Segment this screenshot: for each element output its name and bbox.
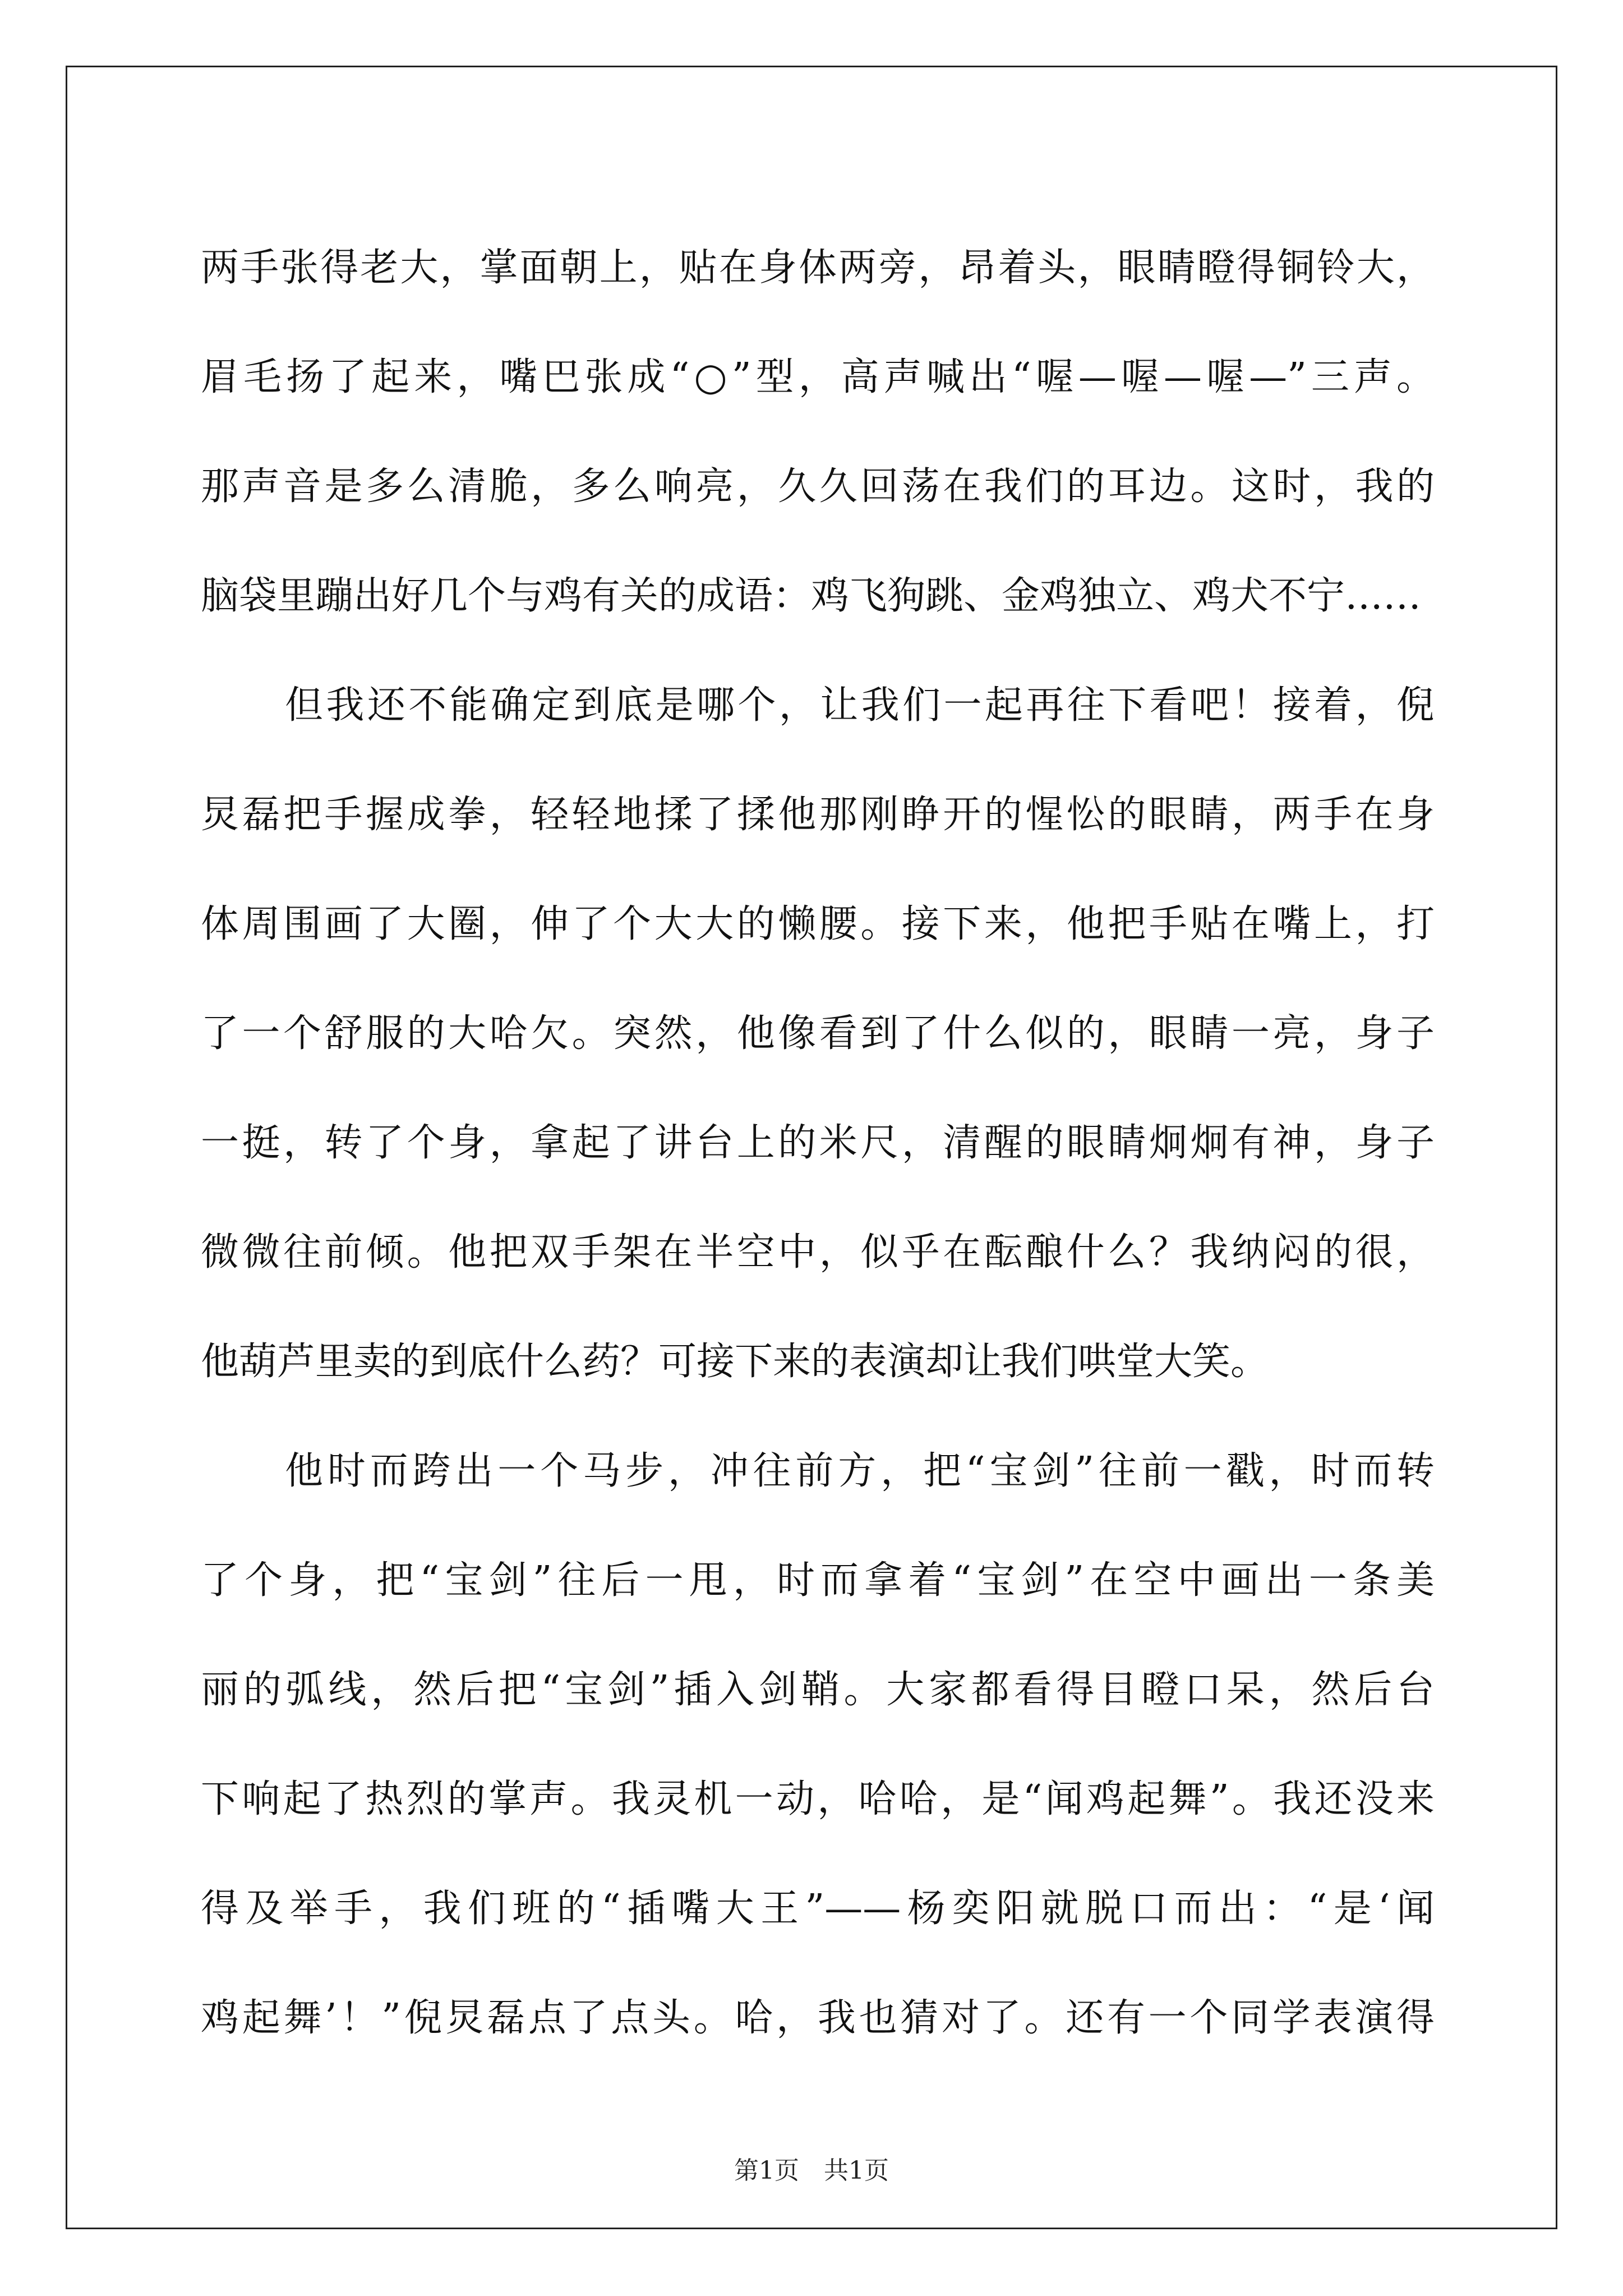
page-footer: 第1页 共1页 [734,2156,889,2185]
text-line: 一挺，转了个身，拿起了讲台上的米尺，清醒的眼睛炯炯有神，身子 [201,1121,1435,1165]
text-line: 那声音是多么清脆，多么响亮，久久回荡在我们的耳边。这时，我的 [201,464,1435,509]
text-line: 眉毛扬了起来，嘴巴张成“○”型，高声喊出“喔—喔—喔—”三声。 [201,355,1435,399]
text-line: 但我还不能确定到底是哪个，让我们一起再往下看吧！接着，倪 [285,683,1435,728]
text-line: 得及举手，我们班的“插嘴大王”——杨奕阳就脱口而出：“是‘闻 [201,1887,1435,1931]
text-line: 体周围画了大圈，伸了个大大的懒腰。接下来，他把手贴在嘴上，打 [201,902,1435,946]
text-line: 两手张得老大，掌面朝上，贴在身体两旁，昂着头，眼睛瞪得铜铃大， [201,246,1435,290]
text-line: 鸡起舞’！”倪炅磊点了点头。哈，我也猜对了。还有一个同学表演得 [201,1996,1435,2040]
text-line: 炅磊把手握成拳，轻轻地揉了揉他那刚睁开的惺忪的眼睛，两手在身 [201,793,1435,837]
text-line: 他时而跨出一个马步，冲往前方，把“宝剑”往前一戳，时而转 [285,1449,1435,1493]
text-line: 脑袋里蹦出好几个与鸡有关的成语：鸡飞狗跳、金鸡独立、鸡犬不宁…… [201,574,1422,618]
document-body [201,213,1435,2073]
text-line: 他葫芦里卖的到底什么药？可接下来的表演却让我们哄堂大笑。 [201,1340,1269,1384]
text-line: 微微往前倾。他把双手架在半空中，似乎在酝酿什么？我纳闷的很， [201,1230,1435,1274]
text-line: 了一个舒服的大哈欠。突然，他像看到了什么似的，眼睛一亮，身子 [201,1011,1435,1056]
text-line: 了个身，把“宝剑”往后一甩，时而拿着“宝剑”在空中画出一条美 [201,1558,1435,1603]
text-line: 下响起了热烈的掌声。我灵机一动，哈哈，是“闻鸡起舞”。我还没来 [201,1777,1435,1821]
text-line: 丽的弧线，然后把“宝剑”插入剑鞘。大家都看得目瞪口呆，然后台 [201,1668,1435,1712]
